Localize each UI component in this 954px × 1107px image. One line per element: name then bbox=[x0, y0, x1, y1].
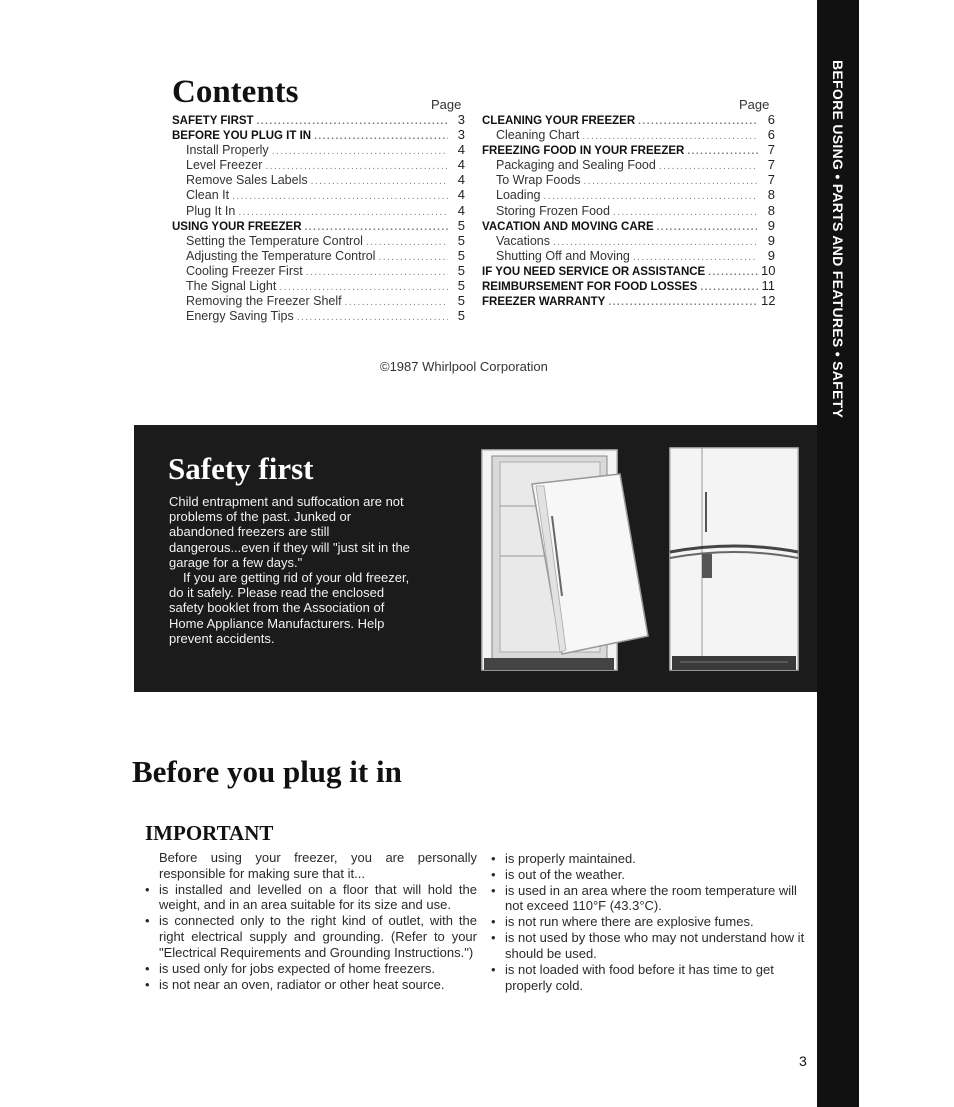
toc-entry-label: Removing the Freezer Shelf bbox=[186, 294, 342, 309]
toc-dot-leader bbox=[265, 159, 448, 172]
toc-entry-page: 5 bbox=[457, 308, 465, 324]
toc-entry-page: 7 bbox=[767, 172, 775, 188]
toc-entry bbox=[482, 233, 775, 248]
toc-entry-label: Packaging and Sealing Food bbox=[496, 158, 656, 173]
toc-entry bbox=[172, 233, 465, 248]
toc-entry bbox=[172, 203, 465, 218]
toc-entry-page: 5 bbox=[457, 217, 465, 233]
toc-entry bbox=[482, 293, 775, 308]
toc-entry-page: 7 bbox=[767, 142, 775, 158]
toc-dot-leader bbox=[306, 265, 448, 278]
toc-entry-page: 4 bbox=[457, 157, 465, 173]
toc-entry-page: 5 bbox=[457, 293, 465, 309]
toc-dot-leader bbox=[657, 220, 758, 233]
contents-left-page-header: Page bbox=[431, 97, 462, 112]
toc-entry-page: 3 bbox=[457, 127, 465, 143]
toc-entry-page: 6 bbox=[767, 127, 775, 143]
bullet-item: • is connected only to the right kind of outlet, with the right electrical supply and grounding. (Refer to your "Electrical Requirements and Grounding Instructions.") bbox=[145, 913, 477, 960]
toc-dot-leader bbox=[272, 144, 448, 157]
toc-entry-page: 4 bbox=[457, 142, 465, 158]
toc-dot-leader bbox=[297, 310, 448, 323]
toc-entry bbox=[172, 127, 465, 142]
contents-title: Contents bbox=[172, 74, 299, 110]
toc-entry bbox=[482, 248, 775, 263]
plug-left-column bbox=[145, 850, 477, 992]
toc-entry-label: Loading bbox=[496, 188, 541, 203]
toc-dot-leader bbox=[345, 295, 448, 308]
toc-entry bbox=[482, 172, 775, 187]
toc-entry-page: 9 bbox=[767, 217, 775, 233]
toc-entry-label: Setting the Temperature Control bbox=[186, 233, 363, 248]
toc-entry-label: USING YOUR FREEZER bbox=[172, 220, 302, 233]
bullet-item: • is not used by those who may not understand how it should be used. bbox=[491, 930, 813, 961]
safety-paragraph-1: Child entrapment and suffocation are not problems of the past. Junked or abandoned freezers are still dangerous...even if they will "just sit in the garage for a few days." bbox=[169, 494, 410, 570]
closed-freezer-illustration bbox=[670, 448, 798, 670]
toc-entry-label: To Wrap Foods bbox=[496, 173, 581, 188]
toc-entry-label: Cleaning Chart bbox=[496, 128, 580, 143]
toc-dot-leader bbox=[378, 250, 448, 263]
toc-entry bbox=[172, 157, 465, 172]
toc-entry-label: The Signal Light bbox=[186, 279, 277, 294]
toc-entry-label: BEFORE YOU PLUG IT IN bbox=[172, 130, 312, 143]
toc-entry bbox=[172, 278, 465, 293]
toc-entry-page: 9 bbox=[767, 247, 775, 263]
toc-entry-label: Clean It bbox=[186, 188, 230, 203]
plug-intro: Before using your freezer, you are personally responsible for making sure that it... bbox=[159, 850, 477, 881]
toc-entry-page: 11 bbox=[761, 278, 775, 294]
toc-dot-leader bbox=[613, 205, 758, 218]
toc-entry bbox=[172, 142, 465, 157]
toc-dot-leader bbox=[582, 129, 758, 142]
toc-entry-label: Install Properly bbox=[186, 143, 269, 158]
toc-entry-label: Cooling Freezer First bbox=[186, 263, 303, 278]
toc-entry-page: 5 bbox=[457, 278, 465, 294]
toc-dot-leader bbox=[708, 265, 758, 278]
safety-title: Safety first bbox=[168, 451, 314, 486]
toc-entry bbox=[172, 112, 465, 127]
toc-entry bbox=[172, 248, 465, 263]
toc-entry-label: Plug It In bbox=[186, 203, 236, 218]
toc-dot-leader bbox=[544, 189, 759, 202]
toc-entry-page: 10 bbox=[761, 262, 775, 278]
toc-entry-page: 4 bbox=[457, 187, 465, 203]
toc-entry-label: CLEANING YOUR FREEZER bbox=[482, 115, 636, 127]
toc-entry-page: 8 bbox=[767, 187, 775, 203]
toc-entry bbox=[482, 112, 775, 127]
bullet-item: • is properly maintained. bbox=[491, 851, 813, 867]
toc-dot-leader bbox=[638, 114, 758, 127]
toc-dot-leader bbox=[238, 205, 448, 218]
page-number: 3 bbox=[799, 1053, 807, 1069]
open-freezer-illustration bbox=[482, 450, 648, 670]
toc-entry-label: Vacations bbox=[496, 233, 550, 248]
toc-dot-leader bbox=[700, 280, 758, 293]
toc-entry-label: FREEZING FOOD IN YOUR FREEZER bbox=[482, 145, 685, 158]
toc-dot-leader bbox=[311, 174, 448, 187]
toc-dot-leader bbox=[659, 159, 758, 172]
toc-entry bbox=[482, 218, 775, 233]
toc-entry-label: Level Freezer bbox=[186, 158, 263, 173]
bullet-item: • is not run where there are explosive fumes. bbox=[491, 914, 813, 930]
toc-entry bbox=[482, 157, 775, 172]
toc-entry-label: REIMBURSEMENT FOR FOOD LOSSES bbox=[482, 281, 698, 294]
toc-entry bbox=[482, 187, 775, 202]
toc-dot-leader bbox=[305, 220, 449, 233]
bullet-item: • is used in an area where the room temperature will not exceed 110°F (43.3°C). bbox=[491, 883, 813, 914]
toc-entry-label: Storing Frozen Food bbox=[496, 203, 610, 218]
toc-entry-label: Energy Saving Tips bbox=[186, 309, 294, 324]
toc-dot-leader bbox=[553, 235, 758, 248]
toc-entry-page: 4 bbox=[457, 202, 465, 218]
toc-entry-page: 4 bbox=[457, 172, 465, 188]
toc-entry bbox=[482, 127, 775, 142]
bullet-item: • is not loaded with food before it has time to get properly cold. bbox=[491, 962, 813, 993]
toc-dot-leader bbox=[687, 144, 758, 157]
toc-dot-leader bbox=[257, 114, 448, 127]
toc-dot-leader bbox=[279, 280, 448, 293]
bullet-item: • is used only for jobs expected of home freezers. bbox=[145, 961, 477, 977]
toc-dot-leader bbox=[633, 250, 758, 263]
toc-entry bbox=[482, 263, 775, 278]
contents-left-column bbox=[172, 112, 465, 323]
toc-dot-leader bbox=[608, 295, 758, 308]
plug-left-bullets bbox=[145, 882, 477, 993]
safety-paragraph-2: If you are getting rid of your old freezer, do it safely. Please read the enclosed safety booklet from the Association of Home Appliance Manufacturers. Help prevent accidents. bbox=[169, 570, 410, 646]
toc-entry-label: Adjusting the Temperature Control bbox=[186, 248, 376, 263]
toc-entry bbox=[172, 172, 465, 187]
toc-entry-label: IF YOU NEED SERVICE OR ASSISTANCE bbox=[482, 265, 706, 278]
important-heading: IMPORTANT bbox=[145, 821, 274, 845]
toc-entry-label: Shutting Off and Moving bbox=[496, 248, 630, 263]
toc-dot-leader bbox=[232, 189, 448, 202]
contents-right-column bbox=[482, 112, 775, 308]
toc-entry bbox=[172, 218, 465, 233]
toc-entry-page: 9 bbox=[767, 232, 775, 248]
toc-entry-label: FREEZER WARRANTY bbox=[482, 296, 606, 309]
toc-entry bbox=[482, 142, 775, 157]
plug-right-column bbox=[491, 850, 813, 993]
bullet-item: • is out of the weather. bbox=[491, 867, 813, 883]
toc-entry-page: 5 bbox=[457, 262, 465, 278]
toc-entry bbox=[172, 308, 465, 323]
bullet-item: • is installed and levelled on a floor that will hold the weight, and in an area suitable for its size and use. bbox=[145, 882, 477, 913]
toc-dot-leader bbox=[366, 235, 448, 248]
toc-entry bbox=[172, 187, 465, 202]
toc-entry-label: VACATION AND MOVING CARE bbox=[482, 220, 654, 233]
toc-entry-page: 7 bbox=[767, 157, 775, 173]
contents-right-page-header: Page bbox=[739, 97, 770, 112]
toc-entry-label: Remove Sales Labels bbox=[186, 173, 308, 188]
toc-entry bbox=[482, 278, 775, 293]
toc-entry bbox=[172, 293, 465, 308]
bullet-item: • is not near an oven, radiator or other heat source. bbox=[145, 977, 477, 993]
safety-text bbox=[169, 494, 417, 646]
toc-entry-page: 6 bbox=[767, 112, 775, 127]
side-tab-label: BEFORE USING • PARTS AND FEATURES • SAFETY bbox=[830, 60, 846, 419]
toc-entry bbox=[482, 203, 775, 218]
toc-entry-label: SAFETY FIRST bbox=[172, 115, 254, 127]
freezer-illustration bbox=[470, 436, 815, 681]
plug-right-bullets bbox=[491, 851, 813, 994]
toc-dot-leader bbox=[314, 129, 448, 142]
toc-entry-page: 5 bbox=[457, 247, 465, 263]
toc-entry-page: 3 bbox=[457, 112, 465, 127]
toc-entry-page: 12 bbox=[761, 293, 775, 309]
toc-dot-leader bbox=[584, 174, 758, 187]
plug-section-title: Before you plug it in bbox=[132, 754, 402, 789]
toc-entry-page: 8 bbox=[767, 202, 775, 218]
copyright-notice: ©1987 Whirlpool Corporation bbox=[380, 359, 548, 374]
toc-entry bbox=[172, 263, 465, 278]
toc-entry-page: 5 bbox=[457, 232, 465, 248]
